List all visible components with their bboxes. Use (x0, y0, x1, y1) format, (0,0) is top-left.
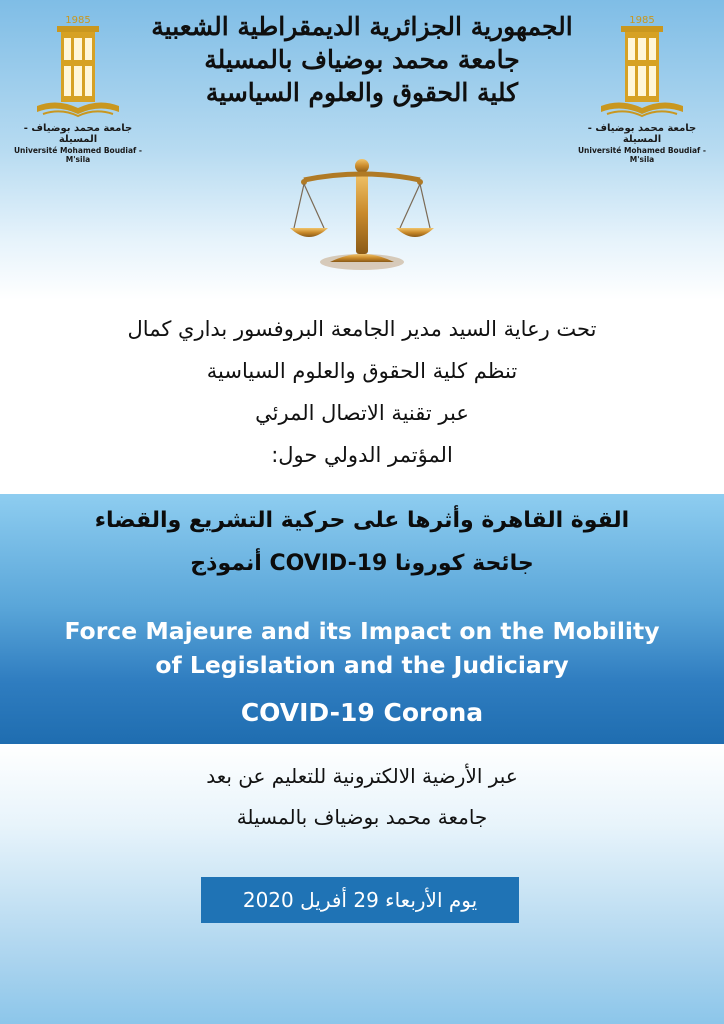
title-english-line-1: Force Majeure and its Impact on the Mobility (64, 617, 660, 645)
scales-of-justice-icon (290, 150, 434, 276)
conference-intro-line: المؤتمر الدولي حول: (271, 443, 453, 467)
logo-year: 1985 (629, 15, 655, 26)
university-logo-right (572, 10, 712, 164)
organizer-line: تنظم كلية الحقوق والعلوم السياسية (206, 359, 518, 383)
platform-line: عبر الأرضية الالكترونية للتعليم عن بعد (206, 764, 518, 788)
platform-block (0, 756, 724, 838)
title-english-line-3: COVID-19 Corona (240, 698, 484, 727)
logo-name-french: Université Mohamed Boudiaf - M'sila (13, 146, 143, 164)
title-arabic-line-1: القوة القاهرة وأثرها على حركية التشريع والقضاء (94, 508, 630, 533)
header-university: جامعة محمد بوضياف بالمسيلة (204, 45, 520, 74)
video-tech-line: عبر تقنية الاتصال المرئي (255, 401, 469, 425)
sponsor-line: تحت رعاية السيد مدير الجامعة البروفسور بداري كمال (127, 317, 597, 341)
header-republic: الجمهورية الجزائرية الديمقراطية الشعبية (151, 12, 573, 41)
university-tower-logo-icon (33, 10, 123, 122)
event-date-badge (201, 877, 519, 923)
event-date-text: يوم الأربعاء 29 أفريل 2020 (242, 888, 478, 912)
header-block (150, 10, 574, 109)
title-english-line-2: of Legislation and the Judiciary (155, 651, 569, 679)
host-university-line: جامعة محمد بوضياف بالمسيلة (236, 805, 488, 829)
logo-name-arabic: جامعة محمد بوضياف - المسيلة (587, 123, 697, 145)
logo-name-arabic: جامعة محمد بوضياف - المسيلة (23, 123, 133, 145)
title-arabic-line-2: جائحة كورونا COVID-19 أنموذج (190, 551, 534, 576)
logo-name-french: Université Mohamed Boudiaf - M'sila (577, 146, 707, 164)
sponsorship-block (0, 308, 724, 476)
logo-year: 1985 (65, 15, 91, 26)
university-tower-logo-icon (597, 10, 687, 122)
university-logo-left (8, 10, 148, 164)
header-faculty: كلية الحقوق والعلوم السياسية (205, 78, 519, 107)
